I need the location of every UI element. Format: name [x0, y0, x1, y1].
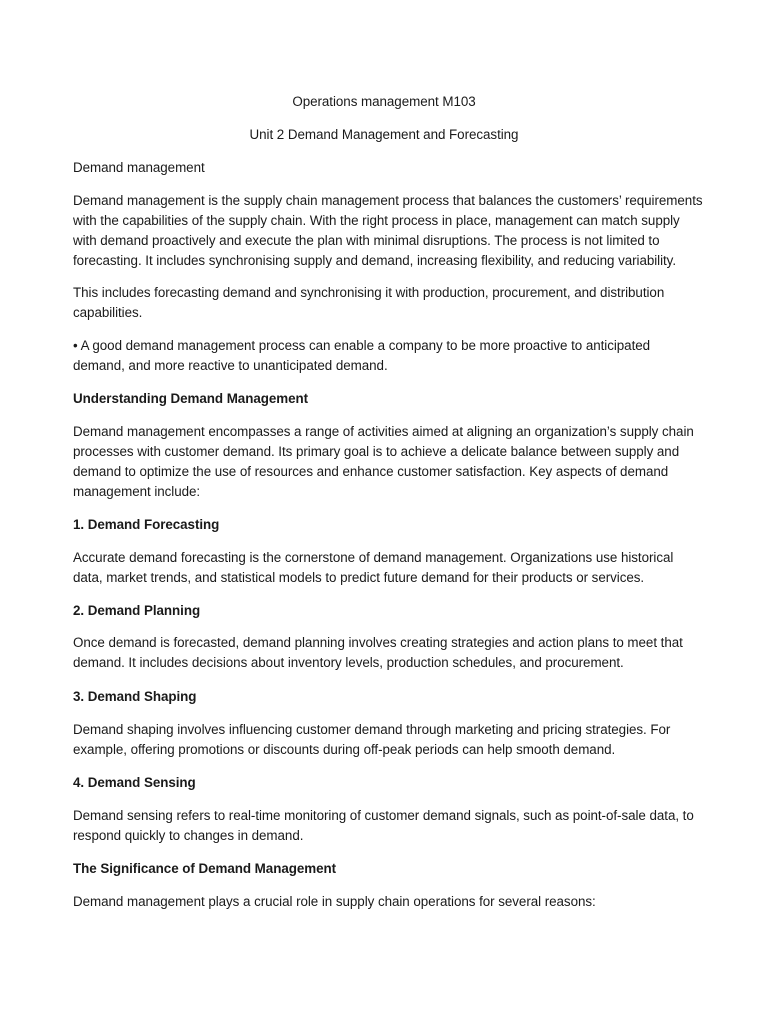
aspect-text-line: example, offering promotions or discounts during off-peak periods can help smooth demand.	[73, 742, 616, 757]
intro-line: forecasting. It includes synchronising supply and demand, increasing flexibility, and reducing variability.	[73, 253, 677, 268]
unit-title: Unit 2 Demand Management and Forecasting	[249, 127, 519, 142]
aspect-text-line: data, market trends, and statistical models to predict future demand for their products or services.	[73, 570, 645, 585]
includes-line: This includes forecasting demand and synchronising it with production, procurement, and distribution	[73, 285, 665, 300]
understanding-line: Demand management encompasses a range of activities aimed at aligning an organization’s supply chain	[73, 424, 694, 439]
significance-heading: The Significance of Demand Management	[73, 861, 337, 876]
aspect-text-line: Demand shaping involves influencing customer demand through marketing and pricing strategies. For	[73, 722, 671, 737]
intro-line: Demand management is the supply chain management process that balances the customers’ requirements	[73, 193, 703, 208]
understanding-heading: Understanding Demand Management	[73, 391, 309, 406]
intro-line: with the capabilities of the supply chain. With the right process in place, management can match supply	[73, 213, 680, 228]
aspect-text-line: Accurate demand forecasting is the cornerstone of demand management. Organizations use historical	[73, 550, 674, 565]
aspect-heading-sensing: 4. Demand Sensing	[73, 775, 196, 790]
aspect-heading-shaping: 3. Demand Shaping	[73, 689, 197, 704]
intro-line: with demand proactively and execute the plan with minimal disruptions. The process is not limited to	[73, 233, 660, 248]
aspect-text-line: demand. It includes decisions about inventory levels, production schedules, and procurement.	[73, 655, 624, 670]
aspect-text-line: Demand sensing refers to real-time monitoring of customer demand signals, such as point-of-sale data, to	[73, 808, 694, 823]
section-label: Demand management	[73, 160, 205, 175]
aspect-text-line: Once demand is forecasted, demand planning involves creating strategies and action plans to meet that	[73, 635, 683, 650]
aspect-heading-forecasting: 1. Demand Forecasting	[73, 517, 220, 532]
includes-line: capabilities.	[73, 305, 143, 320]
understanding-line: demand to optimize the use of resources and enhance customer satisfaction. Key aspects of demand	[73, 464, 669, 479]
understanding-line: processes with customer demand. Its primary goal is to achieve a delicate balance between supply and	[73, 444, 680, 459]
understanding-line: management include:	[73, 484, 201, 499]
significance-line: Demand management plays a crucial role in supply chain operations for several reasons:	[73, 894, 596, 909]
aspect-text-line: respond quickly to changes in demand.	[73, 828, 304, 843]
aspect-heading-planning: 2. Demand Planning	[73, 603, 201, 618]
bullet-line: • A good demand management process can enable a company to be more proactive to anticipated	[73, 338, 651, 353]
course-title: Operations management M103	[292, 94, 476, 109]
bullet-line: demand, and more reactive to unanticipated demand.	[73, 358, 388, 373]
